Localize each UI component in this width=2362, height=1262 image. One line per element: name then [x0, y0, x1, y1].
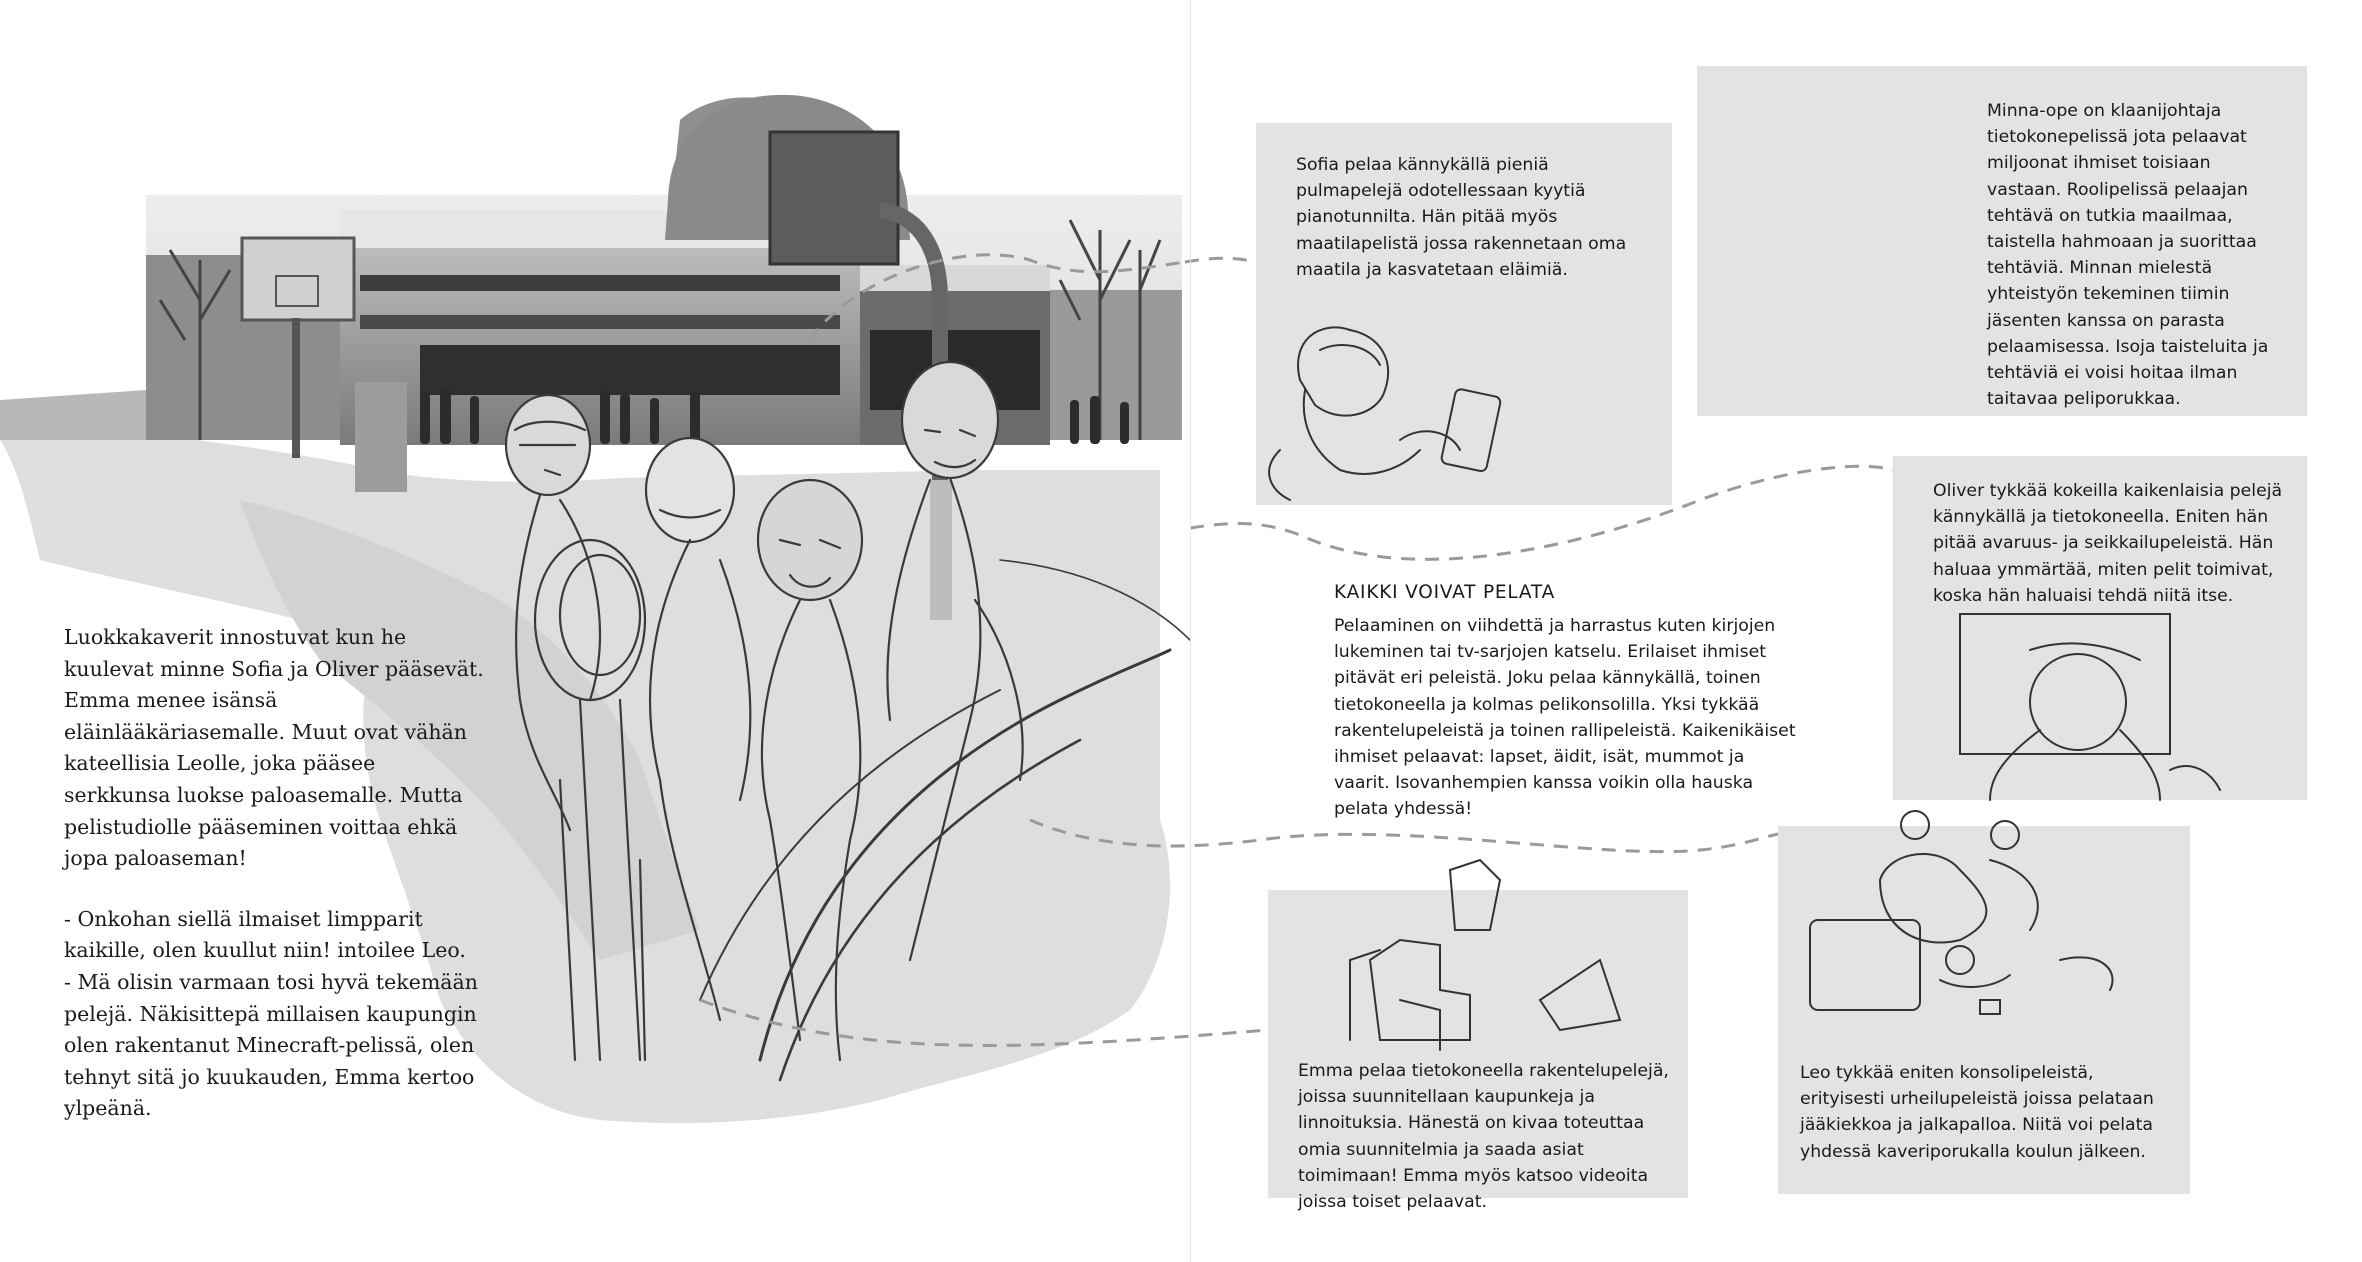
story-paragraph-2: - Onkohan siellä ilmaiset limpparit kaikille, olen kuullut niin! intoilee Leo. - Mä olisin varmaan tosi hyvä tekemään pelejä. Näkisittepä millaisen kaupungin olen rakentanut Minecraft-pelissä, olen tehnyt sitä jo kuukauden, Emma kertoo ylpeänä.	[64, 906, 478, 1121]
info-title: KAIKKI VOIVAT PELATA	[1334, 582, 1556, 603]
caption-emma: Emma pelaa tietokoneella rakentelupelejä, joissa suunnitellaan kaupunkeja ja linnoituksia. Hänestä on kivaa toteuttaa omia suunnitelmia ja saada asiat toimimaan! Emma myös katsoo videoita joissa toiset pelaavat.	[1298, 1061, 1669, 1213]
info-block	[1334, 582, 1804, 823]
caption-sofia: Sofia pelaa kännykällä pieniä pulmapelejä odotellessaan kyytiä pianotunnilta. Hän pitää myös maatilapelistä jossa rakennetaan oma maatila ja kasvatetaan eläimiä.	[1296, 155, 1627, 280]
basketball-board-right	[770, 132, 898, 264]
info-body: Pelaaminen on viihdettä ja harrastus kuten kirjojen lukeminen tai tv-sarjojen katselu. Erilaiset ihmiset pitävät eri peleistä. Joku pelaa kännykällä, toinen tietokoneella ja kolmas pelikonsolilla. Yksi tykkää rakentelupeleistä ja toinen rallipeleistä. Kaikenikäiset ihmiset pelaavat: lapset, äidit, isät, mummot ja vaarit. Isovanhempien kanssa voikin olla hauska pelata yhdessä!	[1334, 616, 1796, 820]
basketball-board-left	[242, 238, 354, 320]
page-gutter	[1190, 0, 1191, 1262]
caption-minna: Minna-ope on klaanijohtaja tietokonepelissä jota pelaavat miljoonat ihmiset toisiaan vastaan. Roolipelissä pelaajan tehtävä on tutkia maailmaa, taistella hahmoaan ja suorittaa tehtäviä. Minnan mielestä yhteistyön tekeminen tiimin jäsenten kanssa on parasta pelaamisessa. Isoja taisteluita ja tehtäviä ei voisi hoitaa ilman taitavaa peliporukkaa.	[1987, 101, 2269, 410]
grey-pillar	[355, 382, 407, 492]
caption-oliver: Oliver tykkää kokeilla kaikenlaisia pelejä kännykällä ja tietokoneella. Eniten hän pitää avaruus- ja seikkailupeleistä. Hän haluaa ymmärtää, miten pelit toimivat, koska hän haluaisi tehdä niitä itse.	[1933, 481, 2283, 606]
story-text	[64, 622, 484, 1154]
story-paragraph-1: Luokkakaverit innostuvat kun he kuulevat minne Sofia ja Oliver pääsevät. Emma menee isänsä eläinlääkäriasemalle. Muut ovat vähän kateellisia Leolle, joka pääsee serkkunsa luokse paloasemalle. Mutta pelistudiolle pääseminen voittaa ehkä jopa paloaseman!	[64, 625, 484, 871]
caption-leo: Leo tykkää eniten konsolipeleistä, erityisesti urheilupeleistä joissa pelataan jääkiekkoa ja jalkapalloa. Niitä voi pelata yhdessä kaveriporukalla koulun jälkeen.	[1800, 1063, 2154, 1162]
